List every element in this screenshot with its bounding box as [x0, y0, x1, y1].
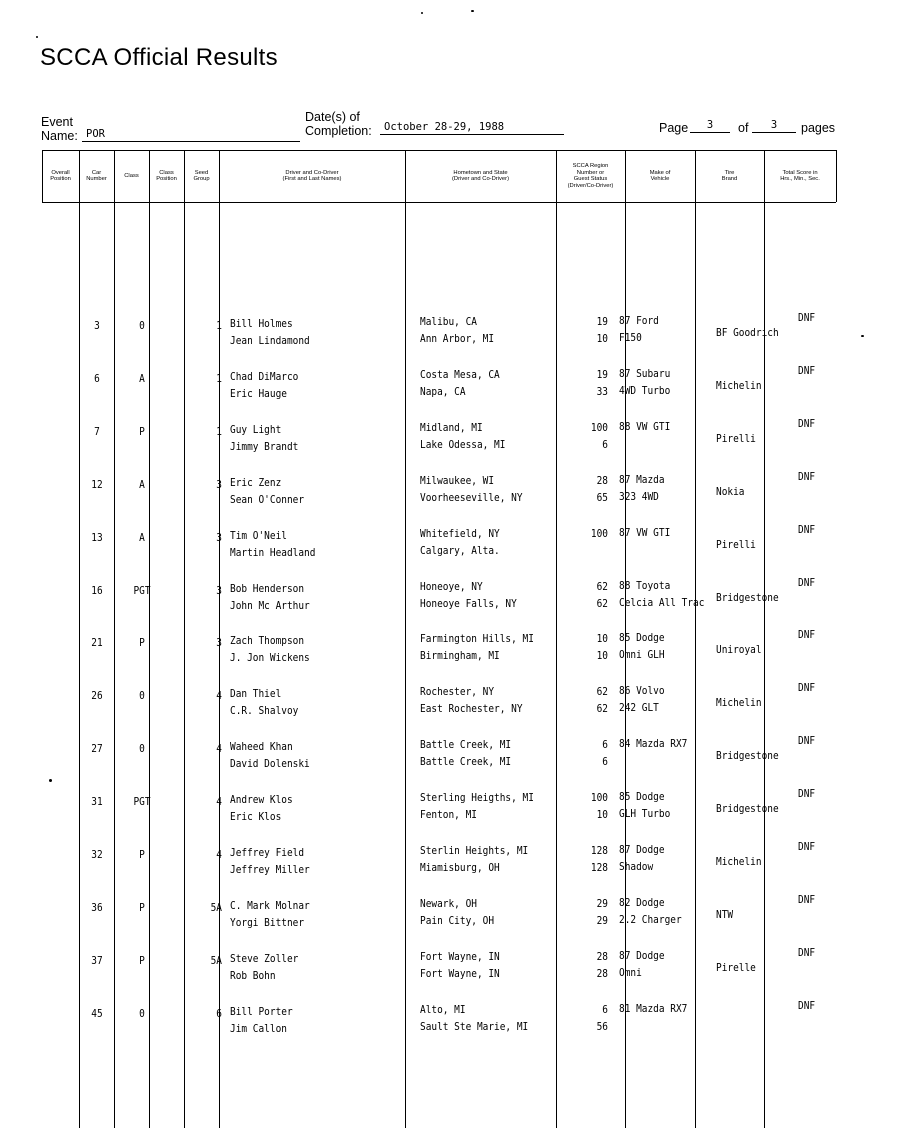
- class: 0: [139, 689, 145, 702]
- vehicle-make-line2: 2.2 Charger: [619, 913, 682, 926]
- vehicle-make-line1: 82 Dodge: [619, 896, 665, 909]
- codriver-region: 10: [596, 332, 608, 345]
- class: P: [139, 425, 145, 438]
- driver-name: Bill Holmes: [230, 317, 293, 330]
- class: PGT: [133, 584, 151, 597]
- codriver-name: Sean O'Conner: [230, 493, 305, 506]
- driver-region: 19: [596, 368, 608, 381]
- total-score: DNF: [798, 893, 816, 906]
- total-score: DNF: [798, 470, 816, 483]
- driver-hometown: Rochester, NY: [420, 685, 495, 698]
- class: P: [139, 848, 145, 861]
- seed-group: 3: [216, 584, 222, 597]
- tire-brand: NTW: [716, 908, 734, 921]
- car-number: 7: [94, 425, 100, 438]
- codriver-region: 6: [602, 438, 608, 451]
- codriver-name: John Mc Arthur: [230, 599, 310, 612]
- column-header: SCCA Region Number or Guest Status (Driver/Co-Driver): [567, 163, 614, 189]
- driver-region: 28: [596, 950, 608, 963]
- total-score: DNF: [798, 681, 816, 694]
- column-header: Hometown and State (Driver and Co-Driver): [451, 169, 509, 182]
- driver-region: 62: [596, 580, 608, 593]
- vehicle-make-line2: 4WD Turbo: [619, 384, 671, 397]
- scan-speck: [421, 12, 423, 14]
- seed-group: 4: [216, 689, 222, 702]
- column-rule: [764, 150, 765, 1128]
- vehicle-make-line1: 86 Volvo: [619, 684, 665, 697]
- driver-hometown: Whitefield, NY: [420, 527, 500, 540]
- codriver-hometown: East Rochester, NY: [420, 702, 523, 715]
- scan-speck: [36, 36, 38, 38]
- driver-region: 28: [596, 474, 608, 487]
- scan-speck: [861, 335, 864, 337]
- column-header: Seed Group: [193, 169, 210, 182]
- tire-brand: Uniroyal: [716, 643, 762, 656]
- driver-name: Bob Henderson: [230, 582, 305, 595]
- seed-group: 4: [216, 795, 222, 808]
- event-label-2: Name:: [41, 129, 78, 143]
- codriver-region: 10: [596, 808, 608, 821]
- class: 0: [139, 1007, 145, 1020]
- driver-name: Chad DiMarco: [230, 370, 299, 383]
- total-score: DNF: [798, 364, 816, 377]
- scan-speck: [471, 10, 474, 12]
- codriver-region: 62: [596, 597, 608, 610]
- column-rule: [556, 150, 557, 1128]
- class: P: [139, 954, 145, 967]
- car-number: 31: [91, 795, 103, 808]
- tire-brand: Bridgestone: [716, 749, 779, 762]
- class: P: [139, 636, 145, 649]
- tire-brand: Pirelle: [716, 961, 756, 974]
- driver-name: Dan Thiel: [230, 687, 282, 700]
- vehicle-make-line2: Omni: [619, 966, 642, 979]
- driver-hometown: Sterling Heigths, MI: [420, 791, 534, 804]
- total-pages-field: 3: [752, 119, 796, 133]
- seed-group: 3: [216, 636, 222, 649]
- seed-group: 5A: [210, 954, 222, 967]
- column-rule: [695, 150, 696, 1128]
- codriver-region: 56: [596, 1020, 608, 1033]
- total-score: DNF: [798, 576, 816, 589]
- car-number: 13: [91, 531, 103, 544]
- vehicle-make-line1: 88 VW GTI: [619, 420, 671, 433]
- codriver-name: Yorgi Bittner: [230, 916, 305, 929]
- codriver-region: 6: [602, 755, 608, 768]
- class: PGT: [133, 795, 151, 808]
- tire-brand: Pirelli: [716, 538, 756, 551]
- codriver-name: J. Jon Wickens: [230, 651, 310, 664]
- driver-hometown: Battle Creek, MI: [420, 738, 512, 751]
- car-number: 32: [91, 848, 103, 861]
- seed-group: 4: [216, 848, 222, 861]
- vehicle-make-line1: 85 Dodge: [619, 790, 665, 803]
- driver-name: Jeffrey Field: [230, 846, 305, 859]
- column-header: Car Number: [86, 169, 107, 182]
- column-header: Total Score in Hrs., Min., Sec.: [780, 169, 820, 182]
- column-rule: [79, 150, 80, 1128]
- vehicle-make-line2: Shadow: [619, 860, 654, 873]
- car-number: 26: [91, 689, 103, 702]
- vehicle-make-line1: 87 VW GTI: [619, 526, 671, 539]
- driver-name: Waheed Khan: [230, 740, 293, 753]
- column-header: Make of Vehicle: [649, 169, 671, 182]
- of-label: of: [738, 121, 749, 135]
- tire-brand: Bridgestone: [716, 802, 779, 815]
- column-rule: [405, 150, 406, 1128]
- vehicle-make-line1: 87 Dodge: [619, 843, 665, 856]
- codriver-hometown: Miamisburg, OH: [420, 861, 500, 874]
- vehicle-make-line1: 84 Mazda RX7: [619, 737, 688, 750]
- vehicle-make-line1: 81 Mazda RX7: [619, 1002, 688, 1015]
- codriver-hometown: Birmingham, MI: [420, 649, 500, 662]
- seed-group: 1: [216, 372, 222, 385]
- date-label-2: Completion:: [305, 124, 372, 138]
- event-name-field: POR: [82, 128, 300, 142]
- tire-brand: BF Goodrich: [716, 326, 779, 339]
- codriver-hometown: Fort Wayne, IN: [420, 967, 500, 980]
- driver-hometown: Milwaukee, WI: [420, 474, 495, 487]
- driver-region: 100: [590, 791, 608, 804]
- seed-group: 3: [216, 478, 222, 491]
- class: 0: [139, 319, 145, 332]
- codriver-region: 62: [596, 702, 608, 715]
- codriver-region: 29: [596, 914, 608, 927]
- total-score: DNF: [798, 946, 816, 959]
- driver-name: C. Mark Molnar: [230, 899, 310, 912]
- completion-date-field: October 28-29, 1988: [380, 121, 564, 135]
- class: A: [139, 372, 145, 385]
- codriver-region: 33: [596, 385, 608, 398]
- codriver-hometown: Honeoye Falls, NY: [420, 597, 517, 610]
- driver-name: Steve Zoller: [230, 952, 299, 965]
- car-number: 45: [91, 1007, 103, 1020]
- class: 0: [139, 742, 145, 755]
- driver-hometown: Newark, OH: [420, 897, 477, 910]
- car-number: 21: [91, 636, 103, 649]
- event-label-1: Event: [41, 115, 73, 129]
- tire-brand: Michelin: [716, 696, 762, 709]
- car-number: 36: [91, 901, 103, 914]
- codriver-name: C.R. Shalvoy: [230, 704, 299, 717]
- codriver-region: 128: [590, 861, 608, 874]
- total-score: DNF: [798, 311, 816, 324]
- driver-hometown: Malibu, CA: [420, 315, 477, 328]
- driver-name: Eric Zenz: [230, 476, 282, 489]
- seed-group: 1: [216, 319, 222, 332]
- codriver-name: David Dolenski: [230, 757, 310, 770]
- driver-name: Zach Thompson: [230, 634, 305, 647]
- vehicle-make-line2: F150: [619, 331, 642, 344]
- codriver-name: Eric Hauge: [230, 387, 287, 400]
- car-number: 3: [94, 319, 100, 332]
- seed-group: 1: [216, 425, 222, 438]
- table-header-rule: [42, 202, 836, 203]
- codriver-hometown: Ann Arbor, MI: [420, 332, 495, 345]
- vehicle-make-line2: Omni GLH: [619, 648, 665, 661]
- driver-hometown: Fort Wayne, IN: [420, 950, 500, 963]
- vehicle-make-line2: GLH Turbo: [619, 807, 671, 820]
- column-rule: [114, 150, 115, 1128]
- vehicle-make-line1: 87 Ford: [619, 314, 659, 327]
- date-label-1: Date(s) of: [305, 110, 360, 124]
- driver-name: Tim O'Neil: [230, 529, 287, 542]
- driver-hometown: Farmington Hills, MI: [420, 632, 534, 645]
- codriver-name: Jimmy Brandt: [230, 440, 299, 453]
- class: P: [139, 901, 145, 914]
- car-number: 16: [91, 584, 103, 597]
- tire-brand: Nokia: [716, 485, 745, 498]
- vehicle-make-line2: Celcia All Trac: [619, 596, 705, 609]
- tire-brand: Michelin: [716, 855, 762, 868]
- driver-region: 6: [602, 738, 608, 751]
- vehicle-make-line2: 323 4WD: [619, 490, 659, 503]
- codriver-name: Jim Callon: [230, 1022, 287, 1035]
- seed-group: 3: [216, 531, 222, 544]
- driver-name: Andrew Klos: [230, 793, 293, 806]
- vehicle-make-line1: 87 Subaru: [619, 367, 671, 380]
- car-number: 6: [94, 372, 100, 385]
- codriver-hometown: Lake Odessa, MI: [420, 438, 506, 451]
- scan-speck: [49, 779, 52, 782]
- codriver-region: 28: [596, 967, 608, 980]
- codriver-name: Eric Klos: [230, 810, 282, 823]
- codriver-name: Martin Headland: [230, 546, 316, 559]
- codriver-name: Jean Lindamond: [230, 334, 310, 347]
- car-number: 27: [91, 742, 103, 755]
- codriver-region: 65: [596, 491, 608, 504]
- column-header: Overall Position: [50, 169, 71, 182]
- vehicle-make-line1: 88 Toyota: [619, 579, 671, 592]
- document-title: SCCA Official Results: [40, 44, 278, 71]
- codriver-hometown: Calgary, Alta.: [420, 544, 500, 557]
- total-score: DNF: [798, 628, 816, 641]
- tire-brand: Pirelli: [716, 432, 756, 445]
- column-header: Driver and Co-Driver (First and Last Names): [282, 169, 342, 182]
- column-header: Class Position: [156, 169, 177, 182]
- codriver-name: Jeffrey Miller: [230, 863, 310, 876]
- driver-region: 10: [596, 632, 608, 645]
- tire-brand: Bridgestone: [716, 591, 779, 604]
- codriver-hometown: Sault Ste Marie, MI: [420, 1020, 529, 1033]
- tire-brand: Michelin: [716, 379, 762, 392]
- seed-group: 6: [216, 1007, 222, 1020]
- driver-region: 6: [602, 1003, 608, 1016]
- codriver-hometown: Fenton, MI: [420, 808, 477, 821]
- driver-name: Bill Porter: [230, 1005, 293, 1018]
- codriver-hometown: Voorheeseville, NY: [420, 491, 523, 504]
- codriver-hometown: Pain City, OH: [420, 914, 495, 927]
- car-number: 37: [91, 954, 103, 967]
- driver-region: 29: [596, 897, 608, 910]
- total-score: DNF: [798, 734, 816, 747]
- total-score: DNF: [798, 840, 816, 853]
- vehicle-make-line1: 87 Dodge: [619, 949, 665, 962]
- driver-hometown: Honeoye, NY: [420, 580, 483, 593]
- total-score: DNF: [798, 787, 816, 800]
- driver-region: 128: [590, 844, 608, 857]
- codriver-region: 10: [596, 649, 608, 662]
- column-rule: [836, 150, 837, 202]
- car-number: 12: [91, 478, 103, 491]
- total-score: DNF: [798, 417, 816, 430]
- driver-region: 100: [590, 421, 608, 434]
- driver-hometown: Midland, MI: [420, 421, 483, 434]
- page-label: Page: [659, 121, 689, 135]
- codriver-hometown: Napa, CA: [420, 385, 466, 398]
- driver-name: Guy Light: [230, 423, 282, 436]
- vehicle-make-line2: 242 GLT: [619, 701, 659, 714]
- codriver-name: Rob Bohn: [230, 969, 276, 982]
- column-header: Class: [124, 172, 139, 179]
- driver-region: 100: [590, 527, 608, 540]
- seed-group: 5A: [210, 901, 222, 914]
- driver-region: 62: [596, 685, 608, 698]
- driver-region: 19: [596, 315, 608, 328]
- column-rule: [184, 150, 185, 1128]
- column-header: Tire Brand: [721, 169, 738, 182]
- pages-label: pages: [801, 121, 836, 135]
- total-score: DNF: [798, 999, 816, 1012]
- total-score: DNF: [798, 523, 816, 536]
- driver-hometown: Sterlin Heights, MI: [420, 844, 529, 857]
- class: A: [139, 478, 145, 491]
- seed-group: 4: [216, 742, 222, 755]
- codriver-hometown: Battle Creek, MI: [420, 755, 512, 768]
- class: A: [139, 531, 145, 544]
- vehicle-make-line1: 87 Mazda: [619, 473, 665, 486]
- page-number-field: 3: [690, 119, 730, 133]
- driver-hometown: Costa Mesa, CA: [420, 368, 500, 381]
- vehicle-make-line1: 85 Dodge: [619, 631, 665, 644]
- driver-hometown: Alto, MI: [420, 1003, 466, 1016]
